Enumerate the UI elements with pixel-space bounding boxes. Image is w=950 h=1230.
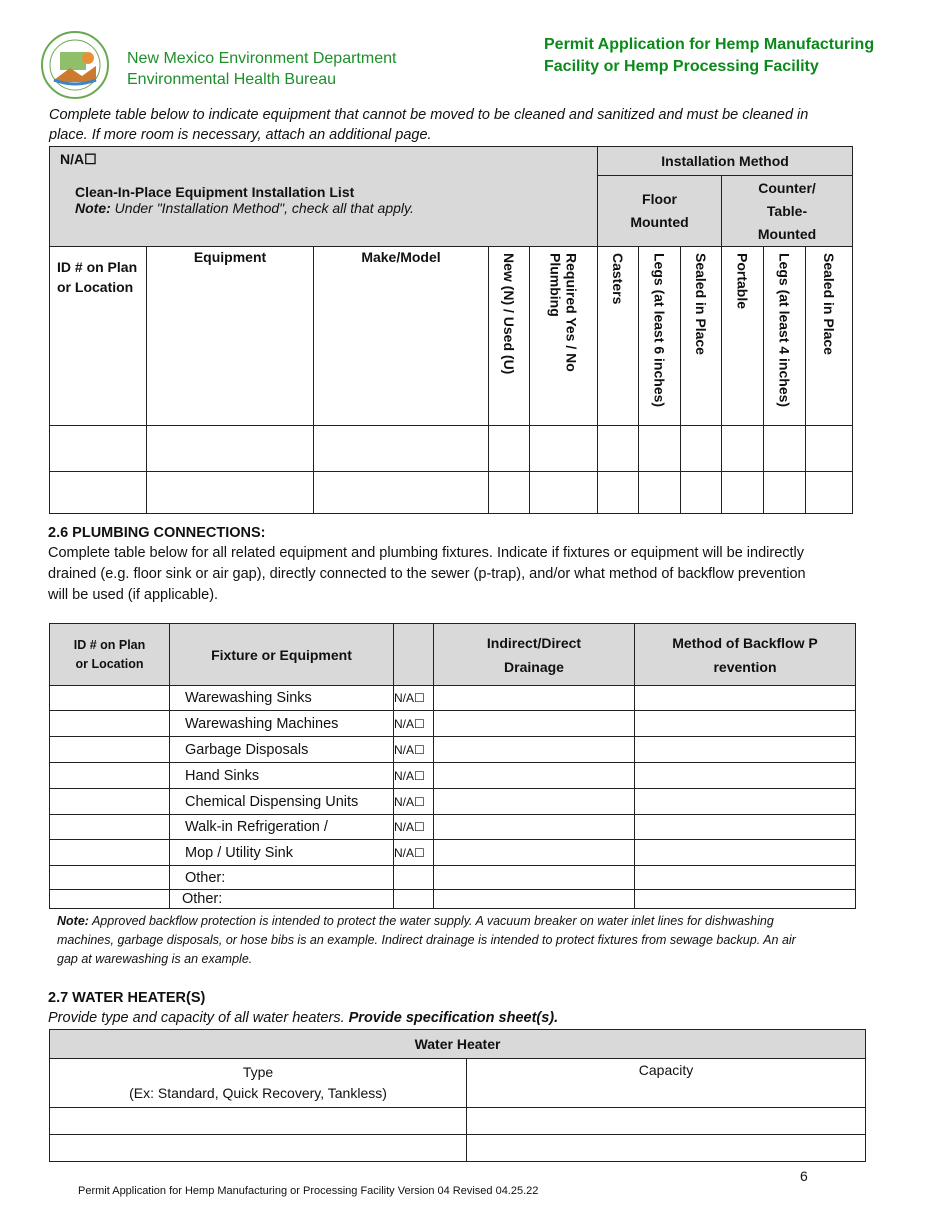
cip-list-title: Clean-In-Place Equipment Installation List <box>75 184 355 200</box>
drainage-cell[interactable] <box>434 737 635 763</box>
na-checkbox[interactable]: N/A☐ <box>394 711 434 737</box>
fixture-name: Warewashing Machines <box>170 711 394 737</box>
drainage-cell[interactable] <box>434 840 635 866</box>
col-legs-4in: Legs (at least 4 inches) <box>776 253 793 408</box>
drainage-cell[interactable] <box>434 815 635 840</box>
na-checkbox[interactable]: N/A☐ <box>394 686 434 711</box>
table-row[interactable] <box>50 763 856 789</box>
drainage-cell[interactable] <box>434 711 635 737</box>
col-equipment: Equipment <box>147 247 314 426</box>
col-plumbing-required: Required Yes / No <box>563 253 580 372</box>
na-checkbox[interactable] <box>394 890 434 909</box>
na-checkbox[interactable]: N/A☐ <box>394 737 434 763</box>
table-row[interactable] <box>50 472 853 514</box>
col-sealed-counter: Sealed in Place <box>821 253 838 355</box>
plumbing-intro: Complete table below for all related equipment and plumbing fixtures. Indicate if fixtures or equipment will be indirectly drained (e.g. floor sink or air gap), directly connected to the sewer (p-trap), and/or what method of backflow prevention will be used (if applicable). <box>48 545 806 603</box>
col-fixture: Fixture or Equipment <box>170 624 394 686</box>
table-row[interactable] <box>50 866 856 890</box>
backflow-cell[interactable] <box>635 789 856 815</box>
col-sealed-floor: Sealed in Place <box>693 253 710 355</box>
na-checkbox[interactable]: N/A☐ <box>394 815 434 840</box>
col-make-model: Make/Model <box>314 247 489 426</box>
backflow-cell[interactable] <box>635 840 856 866</box>
fixture-name: Hand Sinks <box>170 763 394 789</box>
cip-note: Note: Under "Installation Method", check all that apply. <box>75 200 414 216</box>
footer-text: Permit Application for Hemp Manufacturing or Processing Facility Version 04 Revised 04.25.22 <box>78 1185 539 1197</box>
floor-mounted-header: Floor Mounted <box>598 176 722 247</box>
na-checkbox[interactable]: N/A☐ <box>394 789 434 815</box>
col-legs-6in: Legs (at least 6 inches) <box>651 253 668 408</box>
fixture-name: Walk-in Refrigeration / <box>170 815 394 840</box>
col-casters: Casters <box>610 253 627 305</box>
backflow-cell[interactable] <box>635 686 856 711</box>
na-checkbox[interactable] <box>394 866 434 890</box>
water-heater-table <box>49 1029 866 1162</box>
page-number: 6 <box>800 1168 808 1184</box>
bureau-name: Environmental Health Bureau <box>127 71 337 88</box>
col-id-plan: ID # on Plan or Location <box>50 247 147 426</box>
col-backflow: Method of Backflow P revention <box>635 624 856 686</box>
table-row[interactable] <box>50 686 856 711</box>
plumbing-heading: 2.6 PLUMBING CONNECTIONS: <box>48 525 266 541</box>
col-type-example: (Ex: Standard, Quick Recovery, Tankless) <box>129 1085 387 1101</box>
cip-table <box>49 146 853 514</box>
installation-method-header: Installation Method <box>598 147 853 176</box>
col-portable: Portable <box>734 253 751 310</box>
backflow-cell[interactable] <box>635 737 856 763</box>
drainage-cell[interactable] <box>434 890 635 909</box>
na-checkbox[interactable]: N/A☐ <box>394 840 434 866</box>
col-drainage: Indirect/Direct Drainage <box>434 624 635 686</box>
water-heater-heading: 2.7 WATER HEATER(S) <box>48 990 206 1006</box>
table-row[interactable] <box>50 815 856 840</box>
col-plumbing: Plumbing <box>547 253 564 317</box>
fixture-name: Warewashing Sinks <box>170 686 394 711</box>
drainage-cell[interactable] <box>434 866 635 890</box>
col-type: Type <box>242 1064 274 1080</box>
cip-na-checkbox[interactable]: N/A☐ <box>60 151 97 167</box>
backflow-cell[interactable] <box>635 711 856 737</box>
plumbing-note: Note: Approved backflow protection is intended to protect the water supply. A vacuum breaker on water inlet lines for dishwashing machines, garbage disposals, or hose bibs is an example. Indirect drainage is intended to protect fixtures from sewage backup. An air gap at warewashing is an example. <box>57 914 796 966</box>
backflow-cell[interactable] <box>635 763 856 789</box>
col-new-used: New (N) / Used (U) <box>501 253 517 375</box>
table-row[interactable] <box>50 789 856 815</box>
water-heater-intro: Provide type and capacity of all water heaters. Provide specification sheet(s). <box>48 1010 559 1026</box>
water-heater-title: Water Heater <box>50 1030 866 1059</box>
table-row[interactable] <box>50 1108 866 1135</box>
drainage-cell[interactable] <box>434 763 635 789</box>
drainage-cell[interactable] <box>434 686 635 711</box>
cip-intro: Complete table below to indicate equipment that cannot be moved to be cleaned and sanitized and must be cleaned in place. If more room is necessary, attach an additional page. <box>49 107 809 143</box>
counter-mounted-header: Counter/ Table-Mounted <box>722 176 853 247</box>
plumbing-table <box>49 623 856 909</box>
table-row[interactable] <box>50 840 856 866</box>
fixture-name: Chemical Dispensing Units <box>170 789 394 815</box>
col-plumb-id: ID # on Plan or Location <box>50 624 170 686</box>
form-title-line2: Facility or Hemp Processing Facility <box>544 58 819 75</box>
table-row[interactable] <box>50 890 856 909</box>
nmed-logo <box>40 30 110 100</box>
fixture-name: Other: <box>170 890 394 909</box>
table-row[interactable] <box>50 426 853 472</box>
backflow-cell[interactable] <box>635 890 856 909</box>
backflow-cell[interactable] <box>635 866 856 890</box>
org-name: New Mexico Environment Department <box>127 50 397 67</box>
fixture-name: Mop / Utility Sink <box>170 840 394 866</box>
drainage-cell[interactable] <box>434 789 635 815</box>
fixture-name: Garbage Disposals <box>170 737 394 763</box>
na-checkbox[interactable]: N/A☐ <box>394 763 434 789</box>
col-capacity: Capacity <box>467 1059 866 1108</box>
table-row[interactable] <box>50 1135 866 1162</box>
fixture-name: Other: <box>170 866 394 890</box>
backflow-cell[interactable] <box>635 815 856 840</box>
form-title-line1: Permit Application for Hemp Manufacturing <box>544 36 875 53</box>
table-row[interactable] <box>50 737 856 763</box>
table-row[interactable] <box>50 711 856 737</box>
